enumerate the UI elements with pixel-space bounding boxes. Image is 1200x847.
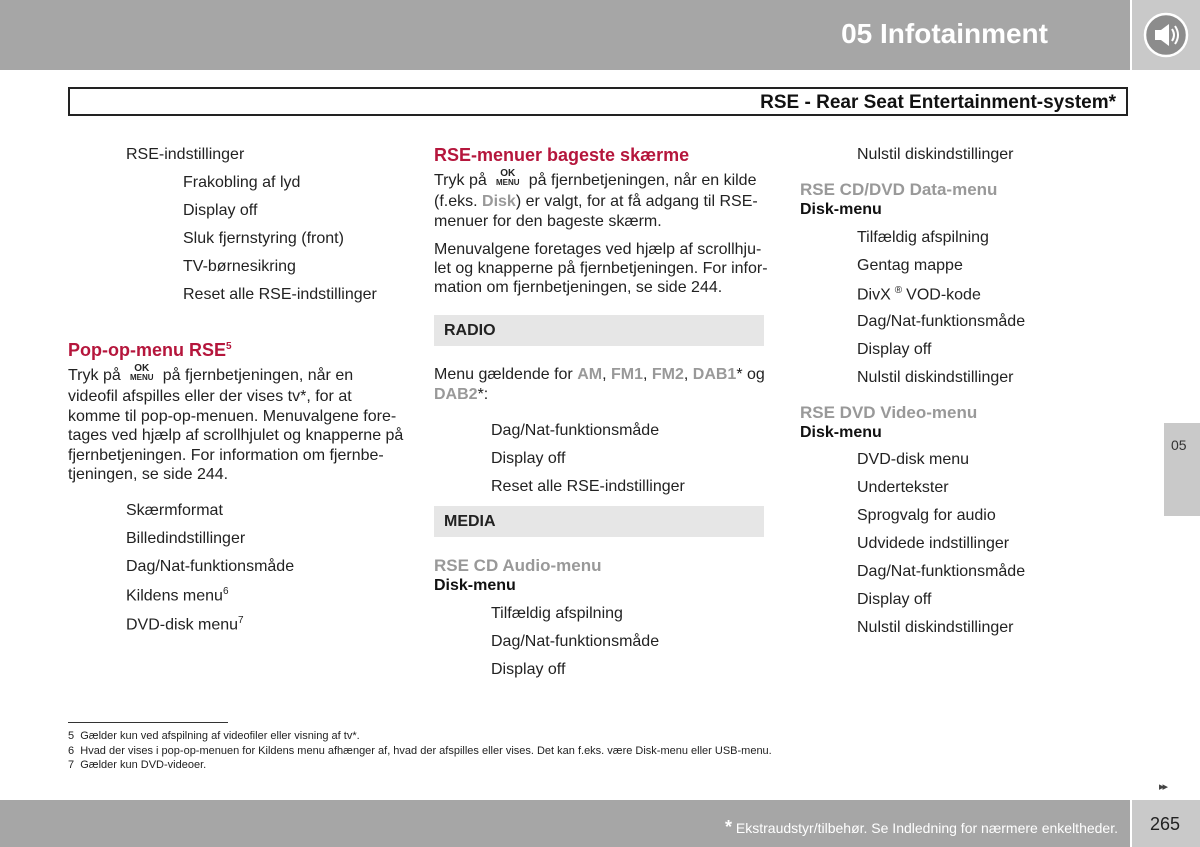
footnote-6: 6 Hvad der vises i pop-op-menuen for Kildens menu afhænger af, hvad der afspilles eller vises. Det kan f.eks. være Disk-menu eller USB-menu. (68, 745, 772, 757)
popup-line5: fjernbetjeningen. For information om fjernbe- (68, 447, 384, 464)
chapter-side-tab-label: 05 (1171, 437, 1187, 453)
dvd-video-item-audio-language: Sprogvalg for audio (857, 507, 996, 524)
radio-heading: RADIO (444, 322, 496, 339)
header-bar (0, 0, 1130, 70)
footnote-ref-6: 6 (222, 586, 229, 597)
rear-p2-line2: let og knapperne på fjernbetjeningen. For infor- (434, 260, 768, 277)
radio-heading-bar (434, 315, 764, 346)
page-number-box (1132, 800, 1200, 847)
rse-item-reset: Reset alle RSE-indstillinger (183, 286, 377, 303)
registered-mark: ® (894, 285, 903, 296)
cd-dvd-item-shuffle: Tilfældig afspilning (857, 229, 989, 246)
footnote-divider (68, 722, 228, 723)
cd-dvd-item-display-off: Display off (857, 341, 932, 358)
chapter-icon-box (1132, 0, 1200, 70)
rse-item-display-off: Display off (183, 202, 258, 219)
footnote-ref-5: 5 (226, 341, 232, 352)
menu-item-source-menu: Kildens menu$^6$ (126, 586, 229, 605)
cd-audio-item-display-off: Display off (491, 661, 566, 678)
speaker-icon (1142, 11, 1190, 59)
footnote-5: 5 Gælder kun ved afspilning af videofiler eller visning af tv*. (68, 730, 360, 742)
section-title-box (68, 87, 1128, 116)
rear-p1-line2: (f.eks. Disk) er valgt, for at få adgang til RSE- (434, 193, 758, 210)
rear-p1-line1: Tryk på OK MENU på fjernbetjeningen, når en kilde (434, 168, 757, 190)
dvd-video-item-day-night: Dag/Nat-funktionsmåde (857, 563, 1026, 580)
footer-note: * Ekstraudstyr/tilbehør. Se Indledning for nærmere enkeltheder. (725, 817, 1118, 837)
cd-dvd-item-repeat-folder: Gentag mappe (857, 257, 963, 274)
rear-p1-line3: menuer for den bageste skærm. (434, 213, 662, 230)
dvd-video-item-reset: Nulstil diskindstillinger (857, 619, 1014, 636)
popup-line4: tages ved hjælp af scrollhjulet og knapperne på (68, 427, 404, 444)
dvd-video-disk-menu-label: Disk-menu (800, 424, 882, 441)
reset-disk-settings-top: Nulstil diskindstillinger (857, 146, 1014, 163)
popup-menu-heading (68, 340, 232, 361)
radio-item-day-night: Dag/Nat-funktionsmåde (491, 422, 660, 439)
next-page-icon: ▸▸ (1159, 781, 1167, 793)
cd-audio-item-shuffle: Tilfældig afspilning (491, 605, 623, 622)
dvd-video-item-subtitles: Undertekster (857, 479, 949, 496)
ok-menu-icon: OK MENU (129, 363, 154, 382)
cd-dvd-item-day-night: Dag/Nat-funktionsmåde (857, 313, 1026, 330)
footnote-7: 7 Gælder kun DVD-videoer. (68, 759, 207, 771)
rse-item-child-lock: TV-børnesikring (183, 258, 296, 275)
rear-screen-menus-heading: RSE-menuer bageste skærme (434, 145, 690, 165)
rse-item-mute: Frakobling af lyd (183, 174, 301, 191)
dvd-video-item-extended-settings: Udvidede indstillinger (857, 535, 1010, 552)
popup-paragraph-line1 (68, 363, 354, 385)
media-heading: MEDIA (444, 513, 496, 530)
ok-menu-icon: OK MENU (495, 168, 520, 187)
footer-bar (0, 800, 1130, 847)
section-title: RSE - Rear Seat Entertainment-system* (760, 92, 1116, 113)
cd-dvd-data-menu-heading: RSE CD/DVD Data-menu (800, 180, 998, 199)
popup-line6: tjeningen, se side 244. (68, 466, 229, 483)
cd-audio-item-day-night: Dag/Nat-funktionsmåde (491, 633, 660, 650)
media-heading-bar (434, 506, 764, 537)
menu-item-dvd-disk-menu: DVD-disk menu$^7$ (126, 615, 244, 634)
dvd-video-menu-heading: RSE DVD Video-menu (800, 403, 978, 422)
dvd-video-item-display-off: Display off (857, 591, 932, 608)
cd-dvd-disk-menu-label: Disk-menu (800, 201, 882, 218)
popup-lead: Tryk på (68, 367, 121, 385)
cd-dvd-item-reset: Nulstil diskindstillinger (857, 369, 1014, 386)
radio-item-display-off: Display off (491, 450, 566, 467)
page-number: 265 (1150, 814, 1181, 834)
rse-item-remote-off: Sluk fjernstyring (front) (183, 230, 344, 247)
menu-item-day-night: Dag/Nat-funktionsmåde (126, 558, 295, 575)
radio-item-reset: Reset alle RSE-indstillinger (491, 478, 685, 495)
chapter-side-tab (1164, 423, 1200, 516)
rear-p2-line1: Menuvalgene foretages ved hjælp af scrollhju- (434, 241, 762, 258)
chapter-title: 05 Infotainment (841, 18, 1048, 49)
popup-line2: videofil afspilles eller der vises tv*, for at (68, 388, 352, 405)
cd-audio-menu-heading: RSE CD Audio-menu (434, 556, 602, 575)
dvd-video-item-disk-menu: DVD-disk menu (857, 451, 970, 468)
radio-paragraph-line2: DAB2*: (434, 386, 489, 403)
rse-settings-label: RSE-indstillinger (126, 146, 245, 163)
popup-menu-heading-text: Pop-op-menu RSE (68, 340, 226, 360)
disk-keyword: Disk (482, 193, 516, 210)
menu-item-screen-format: Skærmformat (126, 502, 223, 519)
popup-line3: komme til pop-op-menuen. Menuvalgene fore- (68, 408, 397, 425)
cd-dvd-item-divx: DivX ® VOD-kode (857, 285, 981, 304)
cd-audio-disk-menu-label: Disk-menu (434, 577, 516, 594)
radio-paragraph-line1: Menu gældende for AM, FM1, FM2, DAB1* og (434, 366, 765, 383)
popup-line1: på fjernbetjeningen, når en (162, 367, 354, 385)
footnote-ref-7: 7 (238, 615, 244, 626)
rear-p2-line3: mation om fjernbetjeningen, se side 244. (434, 279, 723, 296)
menu-item-picture-settings: Billedindstillinger (126, 530, 246, 547)
